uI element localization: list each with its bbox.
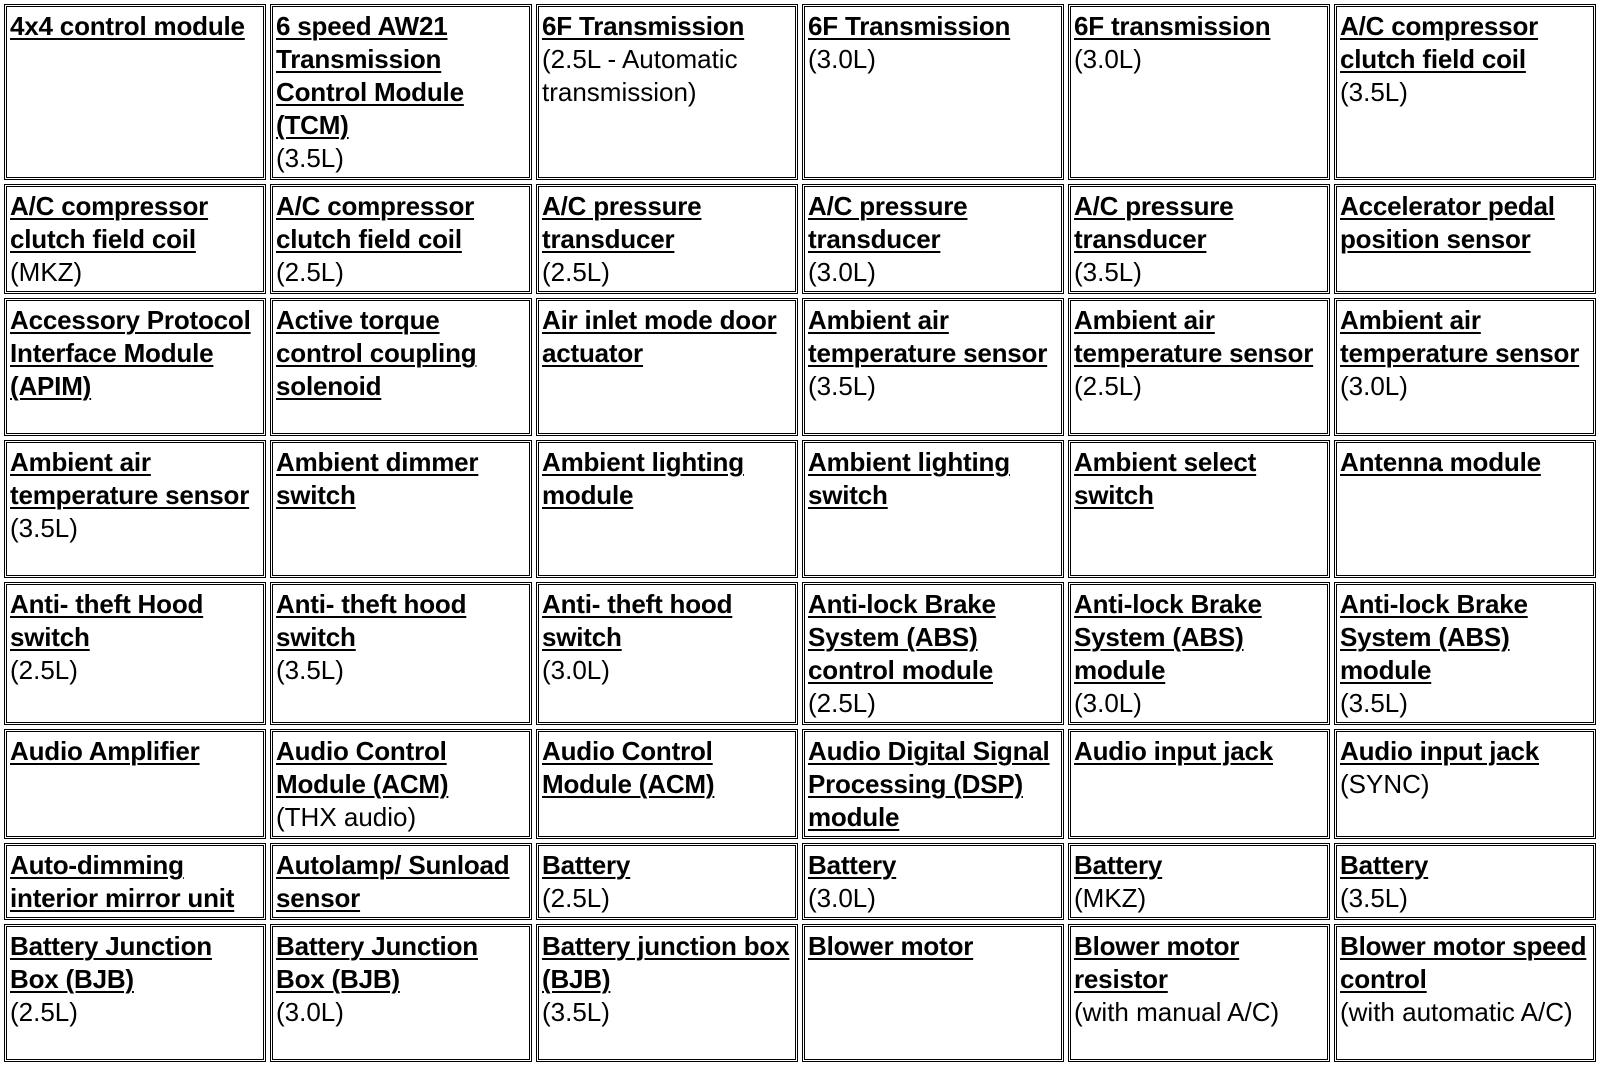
component-cell: [270, 440, 532, 578]
component-cell: [1334, 582, 1596, 725]
component-link[interactable]: A/C compressor clutch field coil: [10, 191, 209, 254]
component-variant-note: (MKZ): [1074, 883, 1147, 913]
component-variant-note: (3.0L): [808, 44, 876, 74]
component-variant-note: (2.5L): [542, 883, 610, 913]
component-cell: [802, 924, 1064, 1062]
component-cell: [1334, 4, 1596, 180]
component-cell: [270, 184, 532, 294]
component-link[interactable]: Audio Control Module (ACM): [542, 736, 715, 799]
component-cell: [1068, 4, 1330, 180]
component-link[interactable]: Active torque control coupling solenoid: [276, 305, 477, 401]
component-link[interactable]: 6F Transmission: [808, 11, 1011, 41]
component-variant-note: (2.5L): [10, 997, 78, 1027]
component-link[interactable]: Ambient air temperature sensor: [1074, 305, 1314, 368]
component-cell: [1068, 843, 1330, 920]
table-row: [4, 843, 1596, 920]
component-variant-note: (3.5L): [808, 371, 876, 401]
component-cell: [802, 440, 1064, 578]
component-link[interactable]: Audio input jack: [1074, 736, 1274, 766]
component-link[interactable]: Audio Digital Signal Processing (DSP) module: [808, 736, 1050, 832]
table-row: [4, 298, 1596, 436]
component-link[interactable]: Air inlet mode door actuator: [542, 305, 777, 368]
component-link[interactable]: Battery: [542, 850, 631, 880]
component-variant-note: (with automatic A/C): [1340, 997, 1573, 1027]
component-link[interactable]: Battery junction box (BJB): [542, 931, 790, 994]
component-link[interactable]: Blower motor speed control: [1340, 931, 1587, 994]
table-row: [4, 4, 1596, 180]
table-row: [4, 184, 1596, 294]
component-cell: [536, 4, 798, 180]
component-cell: [1068, 924, 1330, 1062]
component-link[interactable]: A/C pressure transducer: [542, 191, 702, 254]
component-link[interactable]: Ambient lighting switch: [808, 447, 1010, 510]
component-variant-note: (SYNC): [1340, 769, 1430, 799]
component-cell: [536, 729, 798, 839]
component-link[interactable]: Ambient air temperature sensor: [10, 447, 250, 510]
component-cell: [802, 582, 1064, 725]
component-cell: [1068, 440, 1330, 578]
component-cell: [4, 924, 266, 1062]
component-link[interactable]: Audio Amplifier: [10, 736, 200, 766]
component-cell: [270, 582, 532, 725]
component-variant-note: (3.0L): [808, 257, 876, 287]
component-cell: [4, 184, 266, 294]
component-variant-note: (3.0L): [1074, 44, 1142, 74]
component-link[interactable]: Anti- theft Hood switch: [10, 589, 204, 652]
component-link[interactable]: Anti-lock Brake System (ABS) module: [1340, 589, 1528, 685]
component-link[interactable]: Auto-dimming interior mirror unit: [10, 850, 235, 913]
component-cell: [536, 582, 798, 725]
component-cell: [536, 440, 798, 578]
component-cell: [1068, 298, 1330, 436]
component-link[interactable]: Battery: [1340, 850, 1429, 880]
component-link[interactable]: Blower motor: [808, 931, 974, 961]
component-link[interactable]: Ambient air temperature sensor: [1340, 305, 1580, 368]
component-cell: [1334, 184, 1596, 294]
component-cell: [802, 843, 1064, 920]
component-cell: [4, 440, 266, 578]
component-link[interactable]: Ambient select switch: [1074, 447, 1257, 510]
component-variant-note: (3.5L): [1340, 688, 1408, 718]
component-cell: [4, 4, 266, 180]
component-variant-note: (3.0L): [1074, 688, 1142, 718]
component-cell: [1068, 729, 1330, 839]
component-cell: [4, 582, 266, 725]
component-cell: [270, 924, 532, 1062]
component-variant-note: (2.5L): [276, 257, 344, 287]
component-variant-note: (3.5L): [1074, 257, 1142, 287]
component-cell: [536, 298, 798, 436]
component-link[interactable]: Antenna module: [1340, 447, 1541, 477]
component-link[interactable]: A/C pressure transducer: [808, 191, 968, 254]
component-variant-note: (2.5L): [10, 655, 78, 685]
component-link[interactable]: Anti- theft hood switch: [276, 589, 467, 652]
component-link[interactable]: Audio Control Module (ACM): [276, 736, 449, 799]
component-link[interactable]: Accessory Protocol Interface Module (APIM): [10, 305, 251, 401]
component-variant-note: (3.5L): [1340, 77, 1408, 107]
component-cell: [4, 729, 266, 839]
component-link[interactable]: Audio input jack: [1340, 736, 1540, 766]
component-variant-note: (2.5L): [808, 688, 876, 718]
component-link[interactable]: Ambient air temperature sensor: [808, 305, 1048, 368]
component-cell: [270, 729, 532, 839]
table-row: [4, 729, 1596, 839]
component-cell: [1334, 440, 1596, 578]
component-link[interactable]: Autolamp/ Sunload sensor: [276, 850, 510, 913]
component-link[interactable]: 6F transmission: [1074, 11, 1271, 41]
component-cell: [536, 843, 798, 920]
component-cell: [270, 4, 532, 180]
table-row: [4, 440, 1596, 578]
component-variant-note: (3.5L): [276, 655, 344, 685]
component-cell: [1068, 582, 1330, 725]
component-variant-note: (2.5L): [542, 257, 610, 287]
component-variant-note: (MKZ): [10, 257, 83, 287]
component-variant-note: (3.0L): [542, 655, 610, 685]
component-cell: [1334, 843, 1596, 920]
component-cell: [4, 298, 266, 436]
component-link[interactable]: A/C pressure transducer: [1074, 191, 1234, 254]
component-variant-note: (2.5L - Automatic transmission): [542, 44, 738, 107]
component-variant-note: (3.0L): [276, 997, 344, 1027]
component-variant-note: (3.5L): [1340, 883, 1408, 913]
component-link[interactable]: 6 speed AW21 Transmission Control Module (TCM): [276, 11, 464, 140]
component-link[interactable]: Ambient dimmer switch: [276, 447, 479, 510]
component-cell: [1068, 184, 1330, 294]
component-link[interactable]: Ambient lighting module: [542, 447, 744, 510]
component-cell: [4, 843, 266, 920]
component-cell: [802, 298, 1064, 436]
component-link[interactable]: 6F Transmission: [542, 11, 745, 41]
component-link[interactable]: Blower motor resistor: [1074, 931, 1240, 994]
component-cell: [802, 4, 1064, 180]
component-cell: [1334, 924, 1596, 1062]
component-link[interactable]: A/C compressor clutch field coil: [1340, 11, 1539, 74]
component-variant-note: (3.0L): [808, 883, 876, 913]
component-link[interactable]: A/C compressor clutch field coil: [276, 191, 475, 254]
component-cell: [270, 298, 532, 436]
component-variant-note: (3.5L): [542, 997, 610, 1027]
component-link[interactable]: Anti-lock Brake System (ABS) control module: [808, 589, 996, 685]
component-index-body: [4, 4, 1596, 1062]
component-link[interactable]: Battery: [1074, 850, 1163, 880]
component-link[interactable]: Battery Junction Box (BJB): [10, 931, 212, 994]
component-cell: [1334, 298, 1596, 436]
component-cell: [536, 184, 798, 294]
component-link[interactable]: Anti-lock Brake System (ABS) module: [1074, 589, 1262, 685]
component-variant-note: (3.0L): [1340, 371, 1408, 401]
component-cell: [536, 924, 798, 1062]
component-variant-note: (THX audio): [276, 802, 417, 832]
component-cell: [270, 843, 532, 920]
component-link[interactable]: Anti- theft hood switch: [542, 589, 733, 652]
component-variant-note: (2.5L): [1074, 371, 1142, 401]
component-link[interactable]: Battery: [808, 850, 897, 880]
table-row: [4, 582, 1596, 725]
component-link[interactable]: Battery Junction Box (BJB): [276, 931, 478, 994]
component-variant-note: (3.5L): [10, 513, 78, 543]
component-variant-note: (with manual A/C): [1074, 997, 1280, 1027]
component-cell: [802, 729, 1064, 839]
component-link[interactable]: 4x4 control module: [10, 11, 245, 41]
component-cell: [1334, 729, 1596, 839]
table-row: [4, 924, 1596, 1062]
component-cell: [802, 184, 1064, 294]
component-link[interactable]: Accelerator pedal position sensor: [1340, 191, 1555, 254]
component-variant-note: (3.5L): [276, 143, 344, 173]
